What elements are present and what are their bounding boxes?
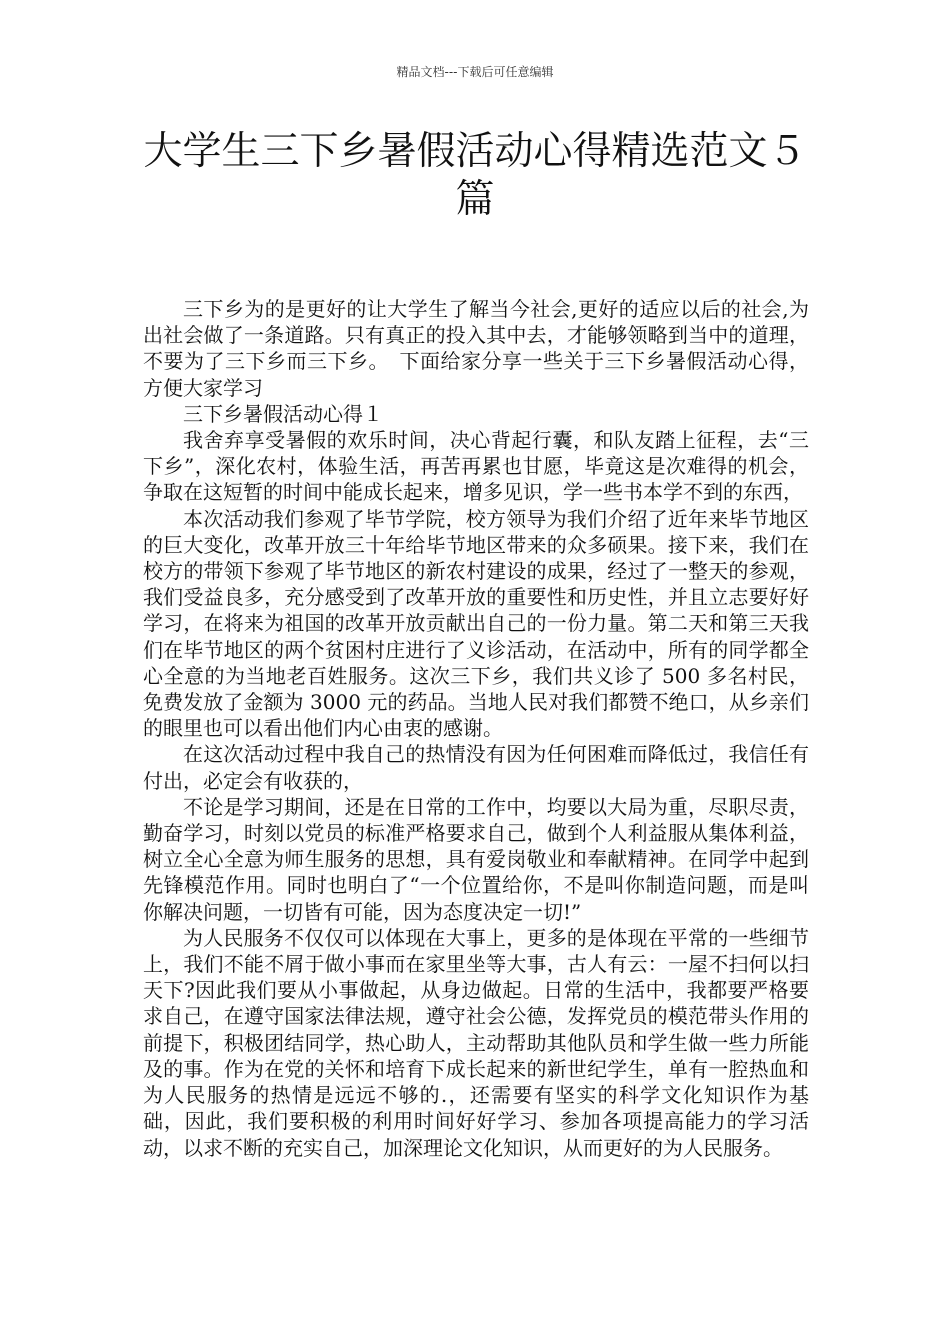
document-body (143, 296, 809, 1161)
document-title: 大学生三下乡暑假活动心得精选范文５篇 (143, 129, 807, 222)
paragraph: 为人民服务不仅仅可以体现在大事上，更多的是体现在平常的一些细节上，我们不能不屑于做小事而在家里坐等大事，古人有云：一屋不扫何以扫天下?因此我们要从小事做起，从身边做起。日常的生活中，我都要严格要求自己，在遵守国家法律法规，遵守社会公德，发挥党员的模范带头作用的前提下，积极团结同学，热心助人，主动帮助其他队员和学生做一些力所能及的事。作为在党的关怀和培育下成长起来的新世纪学生，单有一腔热血和为人民服务的热情是远远不够的.，还需要有坚实的科学文化知识作为基础，因此，我们要积极的利用时间好好学习、参加各项提高能力的学习活动，以求不断的充实自己，加深理论文化知识，从而更好的为人民服务。 (143, 925, 809, 1160)
paragraph: 在这次活动过程中我自己的热情没有因为任何困难而降低过，我信任有付出，必定会有收获的， (143, 742, 809, 793)
paragraph: 不论是学习期间，还是在日常的工作中，均要以大局为重，尽职尽责，勤奋学习，时刻以党员的标准严格要求自己，做到个人利益服从集体利益，树立全心全意为师生服务的思想，具有爱岗敬业和奉献精神。在同学中起到先锋模范作用。同时也明白了“一个位置给你，不是叫你制造问题，而是叫你解决问题，一切皆有可能，因为态度决定一切!” (143, 794, 809, 924)
paragraph: 本次活动我们参观了毕节学院，校方领导为我们介绍了近年来毕节地区的巨大变化，改革开放三十年给毕节地区带来的众多硕果。接下来，我们在校方的带领下参观了毕节地区的新农村建设的成果，经过了一整天的参观，我们受益良多，充分感受到了改革开放的重要性和历史性，并且立志要好好学习，在将来为祖国的改革开放贡献出自己的一份力量。第二天和第三天我们在毕节地区的两个贫困村庄进行了义诊活动，在活动中，所有的同学都全心全意的为当地老百姓服务。这次三下乡，我们共义诊了 500 多名村民，免费发放了金额为 3000 元的药品。当地人民对我们都赞不绝口，从乡亲们的眼里也可以看出他们内心由衷的感谢。 (143, 506, 809, 741)
paragraph: 我舍弃享受暑假的欢乐时间，决心背起行囊，和队友踏上征程，去“三下乡”，深化农村，体验生活，再苦再累也甘愿，毕竟这是次难得的机会，争取在这短暂的时间中能成长起来，增多见识，学一些书本学不到的东西， (143, 428, 809, 505)
paragraph-intro: 三下乡为的是更好的让大学生了解当今社会,更好的适应以后的社会,为出社会做了一条道路。只有真正的投入其中去，才能够领略到当中的道理，不要为了三下乡而三下乡。 下面给家分享一些关于三下乡暑假活动心得，方便大家学习 (143, 297, 809, 400)
section-heading: 三下乡暑假活动心得１ (183, 401, 383, 426)
header-note: 精品文档---下载后可任意编辑 (396, 65, 554, 79)
